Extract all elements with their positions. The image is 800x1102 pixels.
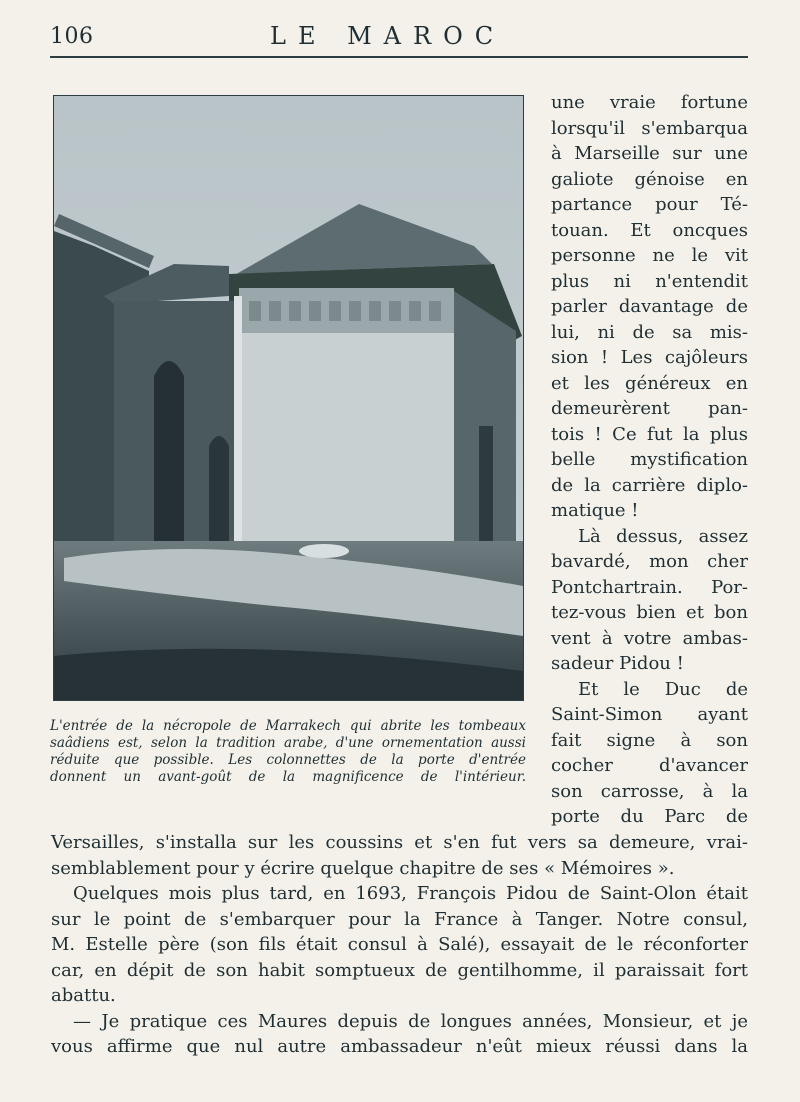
- text-line: une vraie fortune: [551, 92, 748, 113]
- text-line: vent à votre ambas-: [551, 627, 748, 649]
- text-line: Et le Duc de: [578, 678, 748, 700]
- text-line: parler davantage de: [551, 296, 748, 317]
- text-line: sion ! Les cajôleurs: [551, 347, 748, 368]
- text-line: bavardé, mon cher: [551, 551, 748, 572]
- body-text-column: [551, 90, 748, 830]
- header-rule: [50, 56, 748, 58]
- text-line: sadeur Pidou !: [551, 653, 684, 674]
- text-line: lui, ni de sa mis-: [551, 321, 748, 343]
- caption-line: saâdiens est, selon la tradition arabe, d'une ornementation aussi: [50, 735, 526, 751]
- text-line: de la carrière diplo-: [551, 474, 748, 496]
- text-line: tois ! Ce fut la plus: [551, 423, 748, 445]
- text-line: abattu.: [51, 985, 116, 1006]
- text-line: tez-vous bien et bon: [551, 602, 748, 623]
- text-line: son carrosse, à la: [551, 780, 748, 802]
- text-line: demeurèrent pan-: [551, 398, 748, 419]
- text-line: personne ne le vit: [551, 245, 748, 266]
- text-line: cocher d'avancer: [551, 755, 748, 776]
- photo-necropolis-entrance: [53, 95, 524, 701]
- text-line: fait signe à son: [551, 729, 748, 751]
- text-line: belle mystification: [551, 449, 748, 470]
- caption-line: réduite que possible. Les colonnettes de la porte d'entrée: [50, 752, 526, 768]
- text-line: Saint-Simon ayant: [551, 704, 748, 725]
- text-line: Là dessus, assez: [578, 525, 748, 547]
- text-line: vous affirme que nul autre ambassadeur n'eût mieux réussi dans la: [51, 1036, 748, 1057]
- text-line: à Marseille sur une: [551, 143, 748, 164]
- text-line: matique !: [551, 500, 639, 521]
- body-text-full-width: [51, 830, 748, 1060]
- text-line: M. Estelle père (son fils était consul à Salé), essayait de le réconforter: [51, 934, 748, 955]
- photo-caption: [50, 718, 526, 786]
- text-line: Versailles, s'installa sur les coussins et s'en fut vers sa demeure, vrai-: [51, 832, 748, 853]
- text-line: — Je pratique ces Maures depuis de longues années, Monsieur, et je: [73, 1010, 748, 1032]
- text-line: touan. Et oncques: [551, 219, 748, 241]
- running-title: LE MAROC: [270, 22, 506, 50]
- text-line: lorsqu'il s'embarqua: [551, 117, 748, 139]
- text-line: car, en dépit de son habit somptueux de gentilhomme, il paraissait fort: [51, 959, 748, 981]
- text-line: plus ni n'entendit: [551, 270, 748, 292]
- caption-line: donnent un avant-goût de la magnificence de l'intérieur.: [50, 769, 526, 785]
- text-line: sur le point de s'embarquer pour la France à Tanger. Notre consul,: [51, 908, 748, 930]
- text-line: et les généreux en: [551, 372, 748, 394]
- page-number: 106: [50, 24, 94, 49]
- text-line: semblablement pour y écrire quelque chapitre de ses « Mémoires ».: [51, 857, 675, 879]
- text-line: Quelques mois plus tard, en 1693, François Pidou de Saint-Olon était: [73, 883, 748, 904]
- text-line: partance pour Té-: [551, 194, 748, 215]
- text-line: Pontchartrain. Por-: [551, 576, 748, 598]
- text-line: porte du Parc de: [551, 806, 748, 827]
- caption-line: L'entrée de la nécropole de Marrakech qui abrite les tombeaux: [50, 718, 526, 734]
- text-line: galiote génoise en: [551, 168, 748, 190]
